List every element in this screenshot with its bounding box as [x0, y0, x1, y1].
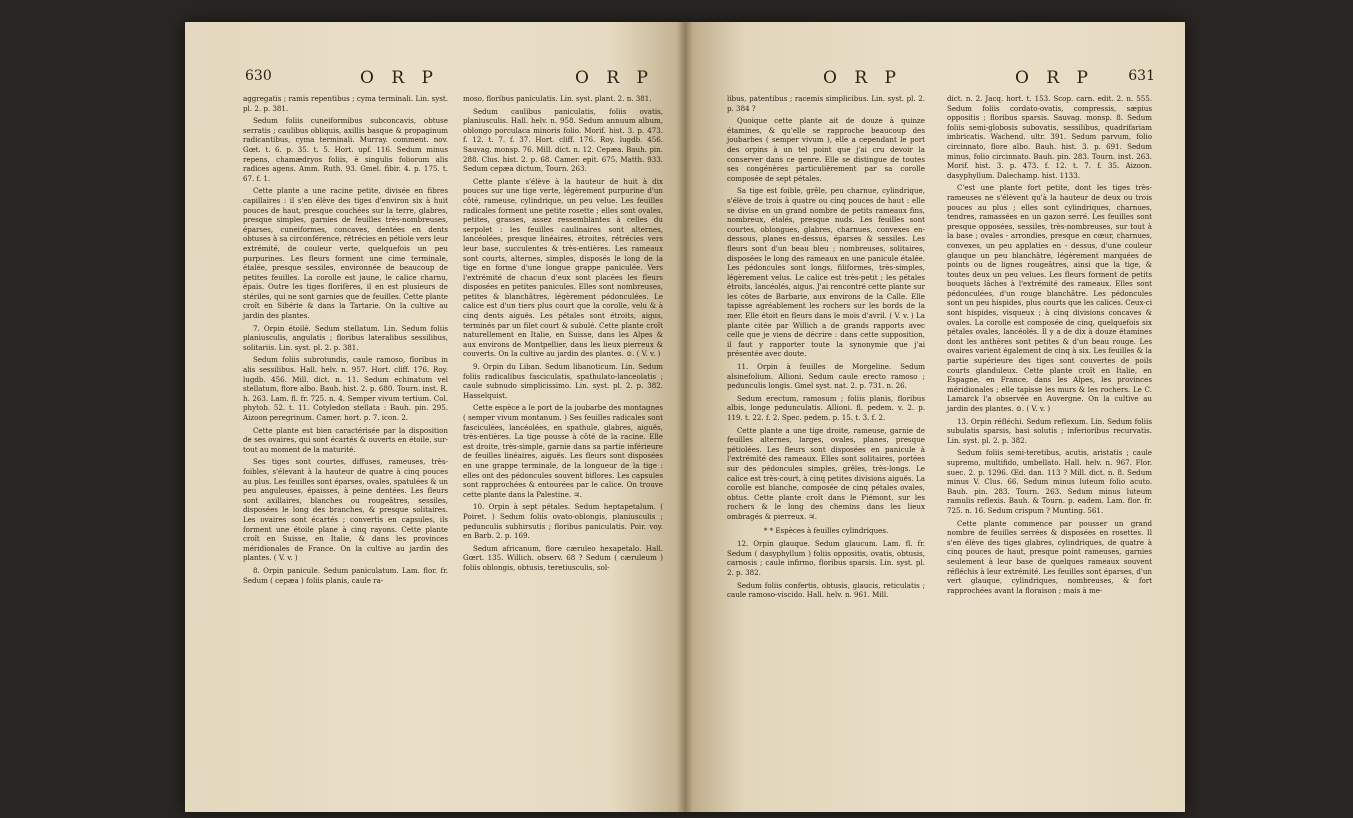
right-page: [685, 22, 1185, 812]
paragraph: moso, floribus paniculatis. Lin. syst. plant. 2. n. 381.: [463, 94, 652, 103]
left-column-1: [243, 94, 448, 588]
paragraph: Sedum foliis subrotundis, caule ramoso, floribus in alis sessilibus. Hall. helv. n. 957. Hort. cliff. 176. Roy. lugdb. 456. Mill. dict. n. 11. Sedum echinatum vel stellatum, flore albo. Bauh. hist. 2. p. 680. Tourn. inst. R. h. 263. Lam. fl. fr. 725. n. 4. Semper vivum tertium. Col. phytob. 52. t. 11. Cotyledon stellata : Bauh. pin. 295. Aizoon peregrinum. Camer. hort. p. 7. icon. 2.: [243, 355, 448, 422]
paragraph: Sedum foliis cuneiformibus subconcavis, obtuse serratis ; caulibus obliquis, axillis basque & propaginum radicantibus, cyma terminali. Murray. comment. nov. Gœt. t. 6. p. 35. t. 5. Hort. upf. 116. Sedum minus repens, chamædryos foliis, è singulis foliorum alis radices agens. Amm. Ruth. 93. Gmel. fibir. 4. p. 175. t. 67. f. 1.: [243, 116, 448, 183]
paragraph: aggregatis ; ramis repentibus ; cyma terminali. Lin. syst. pl. 2. p. 381.: [243, 94, 448, 113]
right-column-2: [947, 94, 1152, 598]
open-book: [185, 22, 1185, 812]
section-heading: * * Espèces à feuilles cylindriques.: [763, 525, 889, 535]
right-page-number: 631: [1128, 68, 1155, 84]
paragraph: Cette plante commence par pousser un grand nombre de feuilles serrées & disposées en rosettes. Il s'en élève des tiges glabres, cylindriques, de quatre à cinq pouces de haut, presque point rameuses, garnies seulement à leur base de quelques rameaux souvent réfléchis à leur extrémité. Les feuilles sont éparses, d'un vert glauque, cylindriques, nombreuses, & fort rapprochées avant la floraison ; mais à me-: [947, 518, 1152, 595]
left-running-head-a: O R P: [360, 68, 439, 88]
right-page-header: [745, 68, 1155, 90]
paragraph: C'est une plante fort petite, dont les tiges très-rameuses ne s'élèvent qu'à la hauteur de deux ou trois pouces au plus ; elles sont cylindriques, charnues, tendres, ramassées en un gazon serré. Les feuilles sont presque opposées, sessiles, très-nombreuses, sur tout à la base ; ovales - arrondies, presque en cœur, charnues, convexes, un peu applaties en - dessus, d'une couleur glauque un peu blanchâtre, légèrement marquées de points ou de lignes rougeâtres, ainsi que la tige, & toutes deux un peu velues. Les fleurs forment de petits bouquets lâches à l'extrémité des rameaux. Elles sont pédonculées, d'un rouge blanchâtre. Les pédoncules sont un peu hispides, plus courts que les calices. Ceux-ci sont hispides, visqueux ; à cinq divisions concaves & ovales. La corolle est composée de cinq, quelquefois six pétales ovales, lancéolés. Il y a de dix à douze étamines dont les anthères sont petites & d'un beau rouge. Les ovaires varient également de cinq à six. Les feuilles & la partie supérieure des tiges sont couvertes de poils courts glanduleux. Cette plante croît en Italie, en Espagne, en France, dans les Alpes, les provinces méridionales ; elle tapisse les murs & les rochers. Le C. Lamarck l'a observée en Auvergne. On la cultive au jardin des plantes. ⊙. ( V. v. ): [947, 183, 1152, 413]
paragraph: Cette plante a une tige droite, rameuse, garnie de feuilles alternes, larges, ovales, planes, presque pétiolées. Les fleurs sont disposées en panicule à l'extrémité des rameaux. Elles sont solitaires, portées sur des pédoncules simples, grêles, très-longs. Le calice est très-court, à cinq petites divisions aiguës. La corolle est blanche, composée de cinq pétales ovales, obtus. Cette plante croît dans le Piémont, sur les rochers & le long des chemins dans les lieux ombragés & pierreux. ♃.: [727, 425, 925, 521]
left-running-head-b: O R P: [575, 68, 654, 88]
left-page-number: 630: [245, 68, 272, 84]
right-column-1: [727, 94, 925, 603]
paragraph: Cette plante est bien caractérisée par la disposition de ses ovaires, qui sont écartés & ouverts en étoile, sur-tout au moment de la maturité.: [243, 425, 448, 454]
left-page-header: [245, 68, 667, 90]
left-page: [185, 22, 685, 812]
paragraph: 11. Orpin à feuilles de Morgeline. Sedum alsinefolium. Allioni. Sedum caule erecto ramoso ; pedunculis longis. Gmel syst. nat. 2. p. 731. n. 26.: [727, 362, 925, 391]
right-running-head-b: O R P: [1015, 68, 1094, 88]
paragraph: dict. n. 2. Jacq. hort. t. 153. Scop. carn. edit. 2. n. 555. Sedum foliis cordato-ovatis, compressis, sæpius oppositis ; floribus sparsis. Sauvag. monsp. 8. Sedum foliis semi-globosis subovatis, sessilibus, quadrifariam imbricatis. Wachend. ultr. 391. Sedum parvum, folio circinnato, flore albo. Bauh. hist. 3. p. 691. Sedum minus, folio circinnato. Bauh. pin. 283. Tourn. inst. 263. Morif. hist. 3. p. 473. f. 12. t. 7. f. 35. Aizoon. dasyphyllum. Dalechamp. hist. 1133.: [947, 94, 1152, 180]
paragraph: Cette plante a une racine petite, divisée en fibres capillaires : il s'en élève des tiges d'environ six à huit pouces de haut, presque couchées sur la terre, glabres, presque simples, garnies de feuilles très-nombreuses, éparses, cuneiformes, concaves, dentées en dents obtuses à sa circonférence, rétrécies en pétiole vers leur extrémité, de couleur verte, quelquefois un peu purpurines. Les fleurs forment une cime terminale, étalée, presque sessiles, environnée de beaucoup de petites feuilles. La corolle est jaune, le calice charnu, épais. Outre les tiges florifères, il en est plusieurs de stériles, qui ne sont garnies que de feuilles. Cette plante croît en Sibérie & dans la Tartarie. On la cultive au jardin des plantes.: [243, 186, 448, 321]
paragraph: Quoique cette plante ait de douze à quinze étamines, & qu'elle se rapproche beaucoup des joubarbes ( semper vivum ), elle a cependant le port des orpins à un tel point que j'ai cru devoir la conserver dans ce genre. Elle se distingue de toutes ses congénères particulièrement par sa corolle composée de sept pétales.: [727, 116, 925, 183]
paragraph: Cette plante s'élève à la hauteur de huit à dix pouces sur une tige verte, légèrement purpurine d'un côté, rameuse, cylindrique, un peu velue. Les feuilles radicales forment une petite rosette ; elles sont ovales, petites, grasses, assez ressemblantes à celles du serpolet : les feuilles caulinaires sont alternes, lancéolées, presque linéaires, étroites, rétrécies vers leur base, succulentes & très-entières. Les rameaux sont courts, alternes, simples, disposés le long de la tige en forme d'une longue grappe paniculée. Vers l'extrémité de chacun d'eux sont placées les fleurs disposées en petites panicules. Elles sont nombreuses, petites & blanchâtres, légèrement pédonculées. Le calice est d'un tiers plus court que la corolle, velu & à cinq dents aiguës. Les pétales sont étroits, aigus, terminés par un filet court & subulé. Cette plante croît naturellement en Italie, en Suisse, dans les Alpes & aux environs de Montpellier, dans les lieux pierreux & couverts. On la cultive au jardin des plantes. ⊙. ( V. v. ): [463, 176, 663, 359]
right-running-head-a: O R P: [823, 68, 902, 88]
paragraph: Sedum caulibus paniculatis, foliis ovatis, planiusculis. Hall. helv. n. 958. Sedum annuum album, oblongo porculaca minoris folio. Morif. hist. 3. p. 473. f. 12. t. 7. f. 37. Hort. cliff. 176. Roy. lugdb. 456. Sauvag. monsp. 76. Mill. dict. n. 12. Cepæa. Bauh. pin. 288. Clus. hist. 2. p. 68. Camer. epit. 675. Matth. 933. Sedum cepæa dictum, Tourn. 263.: [463, 106, 663, 174]
paragraph: Cette espèce a le port de la joubarbe des montagnes ( semper vivum montanum. ) Ses feuilles radicales sont fasciculées, lancéolées, en spathule, glabres, aiguës, très-entières. La tige pousse à côté de la racine. Elle est droite, très-simple, garnie dans sa partie inférieure de feuilles linéaires, aiguës. Les fleurs sont disposées en une grappe terminale, de la longueur de la tige : elles ont des pédoncules souvent biflores. Les capsules sont rapprochées & entourées par le calice. On trouve cette plante dans la Palestine. ♃.: [463, 403, 663, 499]
paragraph: Sa tige est foible, grêle, peu charnue, cylindrique, s'élève de trois à quatre ou cinq pouces de haut : elle se divise en un grand nombre de petits rameaux fins, nombreux, étalés, presque nuds. Les feuilles sont courtes, oblongues, glabres, charnues, convexes en-dessous, planes en-dessus, éparses & sessiles. Les fleurs sont d'un beau bleu ; nombreuses, solitaires, disposées le long des rameaux en une panicule étalée. Les pédoncules sont longs, filiformes, très-simples, légèrement velus. Le calice est très-petit ; les pétales étroits, lancéolés, aigus. J'ai rencontré cette plante sur les côtes de Barbarie, aux environs de la Calle. Elle tapisse agréablement les rochers sur les bords de la mer. Elle étoit en fleurs dans le mois d'avril. ( V. v. ) La plante citée par Willich a de grands rapports avec celle que je viens de décrire : dans cette supposition, il faut y rapporter toute la synonymie que j'ai présentée avec doute.: [727, 186, 925, 359]
book-gutter: [677, 22, 693, 812]
paragraph: 9. Orpin du Liban. Sedum libanoticum. Lin. Sedum foliis radicalibus fasciculatis, spathulato-lanceolatis ; caule subnudo simplicissimo. Lin. syst. pl. 2. p. 382. Hasselquist.: [463, 362, 663, 400]
paragraph: 7. Orpin étoilé. Sedum stellatum. Lin. Sedum foliis planiusculis, angulatis ; floribus lateralibus sessilibus, solitariis. Lin. syst. pl. 2. p. 381.: [243, 323, 448, 352]
paragraph: 8. Orpin panicule. Sedum paniculatum. Lam. flor. fr. Sedum ( cepæa ) foliis planis, caule ra-: [243, 565, 448, 585]
paragraph: 12. Orpin glauque. Sedum glaucum. Lam. fl. fr. Sedum ( dasyphyllum ) foliis oppositis, ovatis, obtusis, carnosis ; caule infirmo, floribus sparsis. Lin. syst. pl. 2. p. 382.: [727, 539, 925, 577]
left-column-2: [463, 94, 663, 576]
paragraph: Sedum foliis semi-teretibus, acutis, aristatis ; caule supremo, multifido, umbellato. Hall. helv. n. 967. Flor. suec. 2. p. 1296. Œd. dan. 113 ? Mill. dict. n. 8. Sedum minus V. Clus. 66. Sedum minus luteum folio acuto. Bauh. pin. 283. Tourn. 263. Sedum minus luteum ramulis reflexis. Bauh. & Tourn. p. eadem. Lam. flor. fr. 725. n. 16. Sedum crispum ? Munting. 561.: [947, 448, 1152, 515]
paragraph: Sedum africanum, flore cæruleo hexapetalo. Hall. Gœrt. 135. Willich. observ. 68 ? Sedum ( cæruleum ) foliis oblongis, obtusis, teretiusculis, sol-: [463, 543, 663, 572]
paragraph: libus, patentibus ; racemis simplicibus. Lin. syst. pl. 2. p. 384 ?: [727, 94, 925, 113]
paragraph: Sedum erectum, ramosum ; foliis planis, floribus albis, longe pedunculatis. Allioni. fl. pedem. v. 2. p. 119. t. 22. f. 2. Spec. pedem. p. 15. t. 3. f. 2.: [727, 393, 925, 422]
paragraph: 13. Orpin réfléchi. Sedum reflexum. Lin. Sedum foliis subulatis sparsis, basi solutis ; inferioribus recurvatis. Lin. syst. pl. 2. p. 382.: [947, 416, 1152, 445]
paragraph: Ses tiges sont courtes, diffuses, rameuses, très-foibles, s'élevant à la hauteur de quatre à cinq pouces au plus. Les feuilles sont éparses, ovales, spatulées & un peu anguleuses, épaisses, à peine dentées. Les fleurs sont axillaires, blanches ou rougeâtres, sessiles, disposées le long des branches, & presque solitaires. Les ovaires sont écartés ; convertis en capsules, ils forment une étoile plane à cinq rayons. Cette plante croît en Suisse, en Italie, & dans les provinces méridionales de France. On la cultive au jardin des plantes. ( V. v. ): [243, 457, 448, 563]
paragraph: Sedum foliis confertis, obtusis, glaucis, reticulatis ; caule ramoso-viscido. Hall. helv. n. 961. Mill.: [727, 580, 925, 600]
paragraph: 10. Orpin à sept pétales. Sedum heptapetalum. ( Poiret. ) Sedum foliis ovato-oblongis, planiusculis ; pedunculis subhirsutis ; floribus paniculatis. Poir. voy. en Barb. 2. p. 169.: [463, 502, 663, 541]
